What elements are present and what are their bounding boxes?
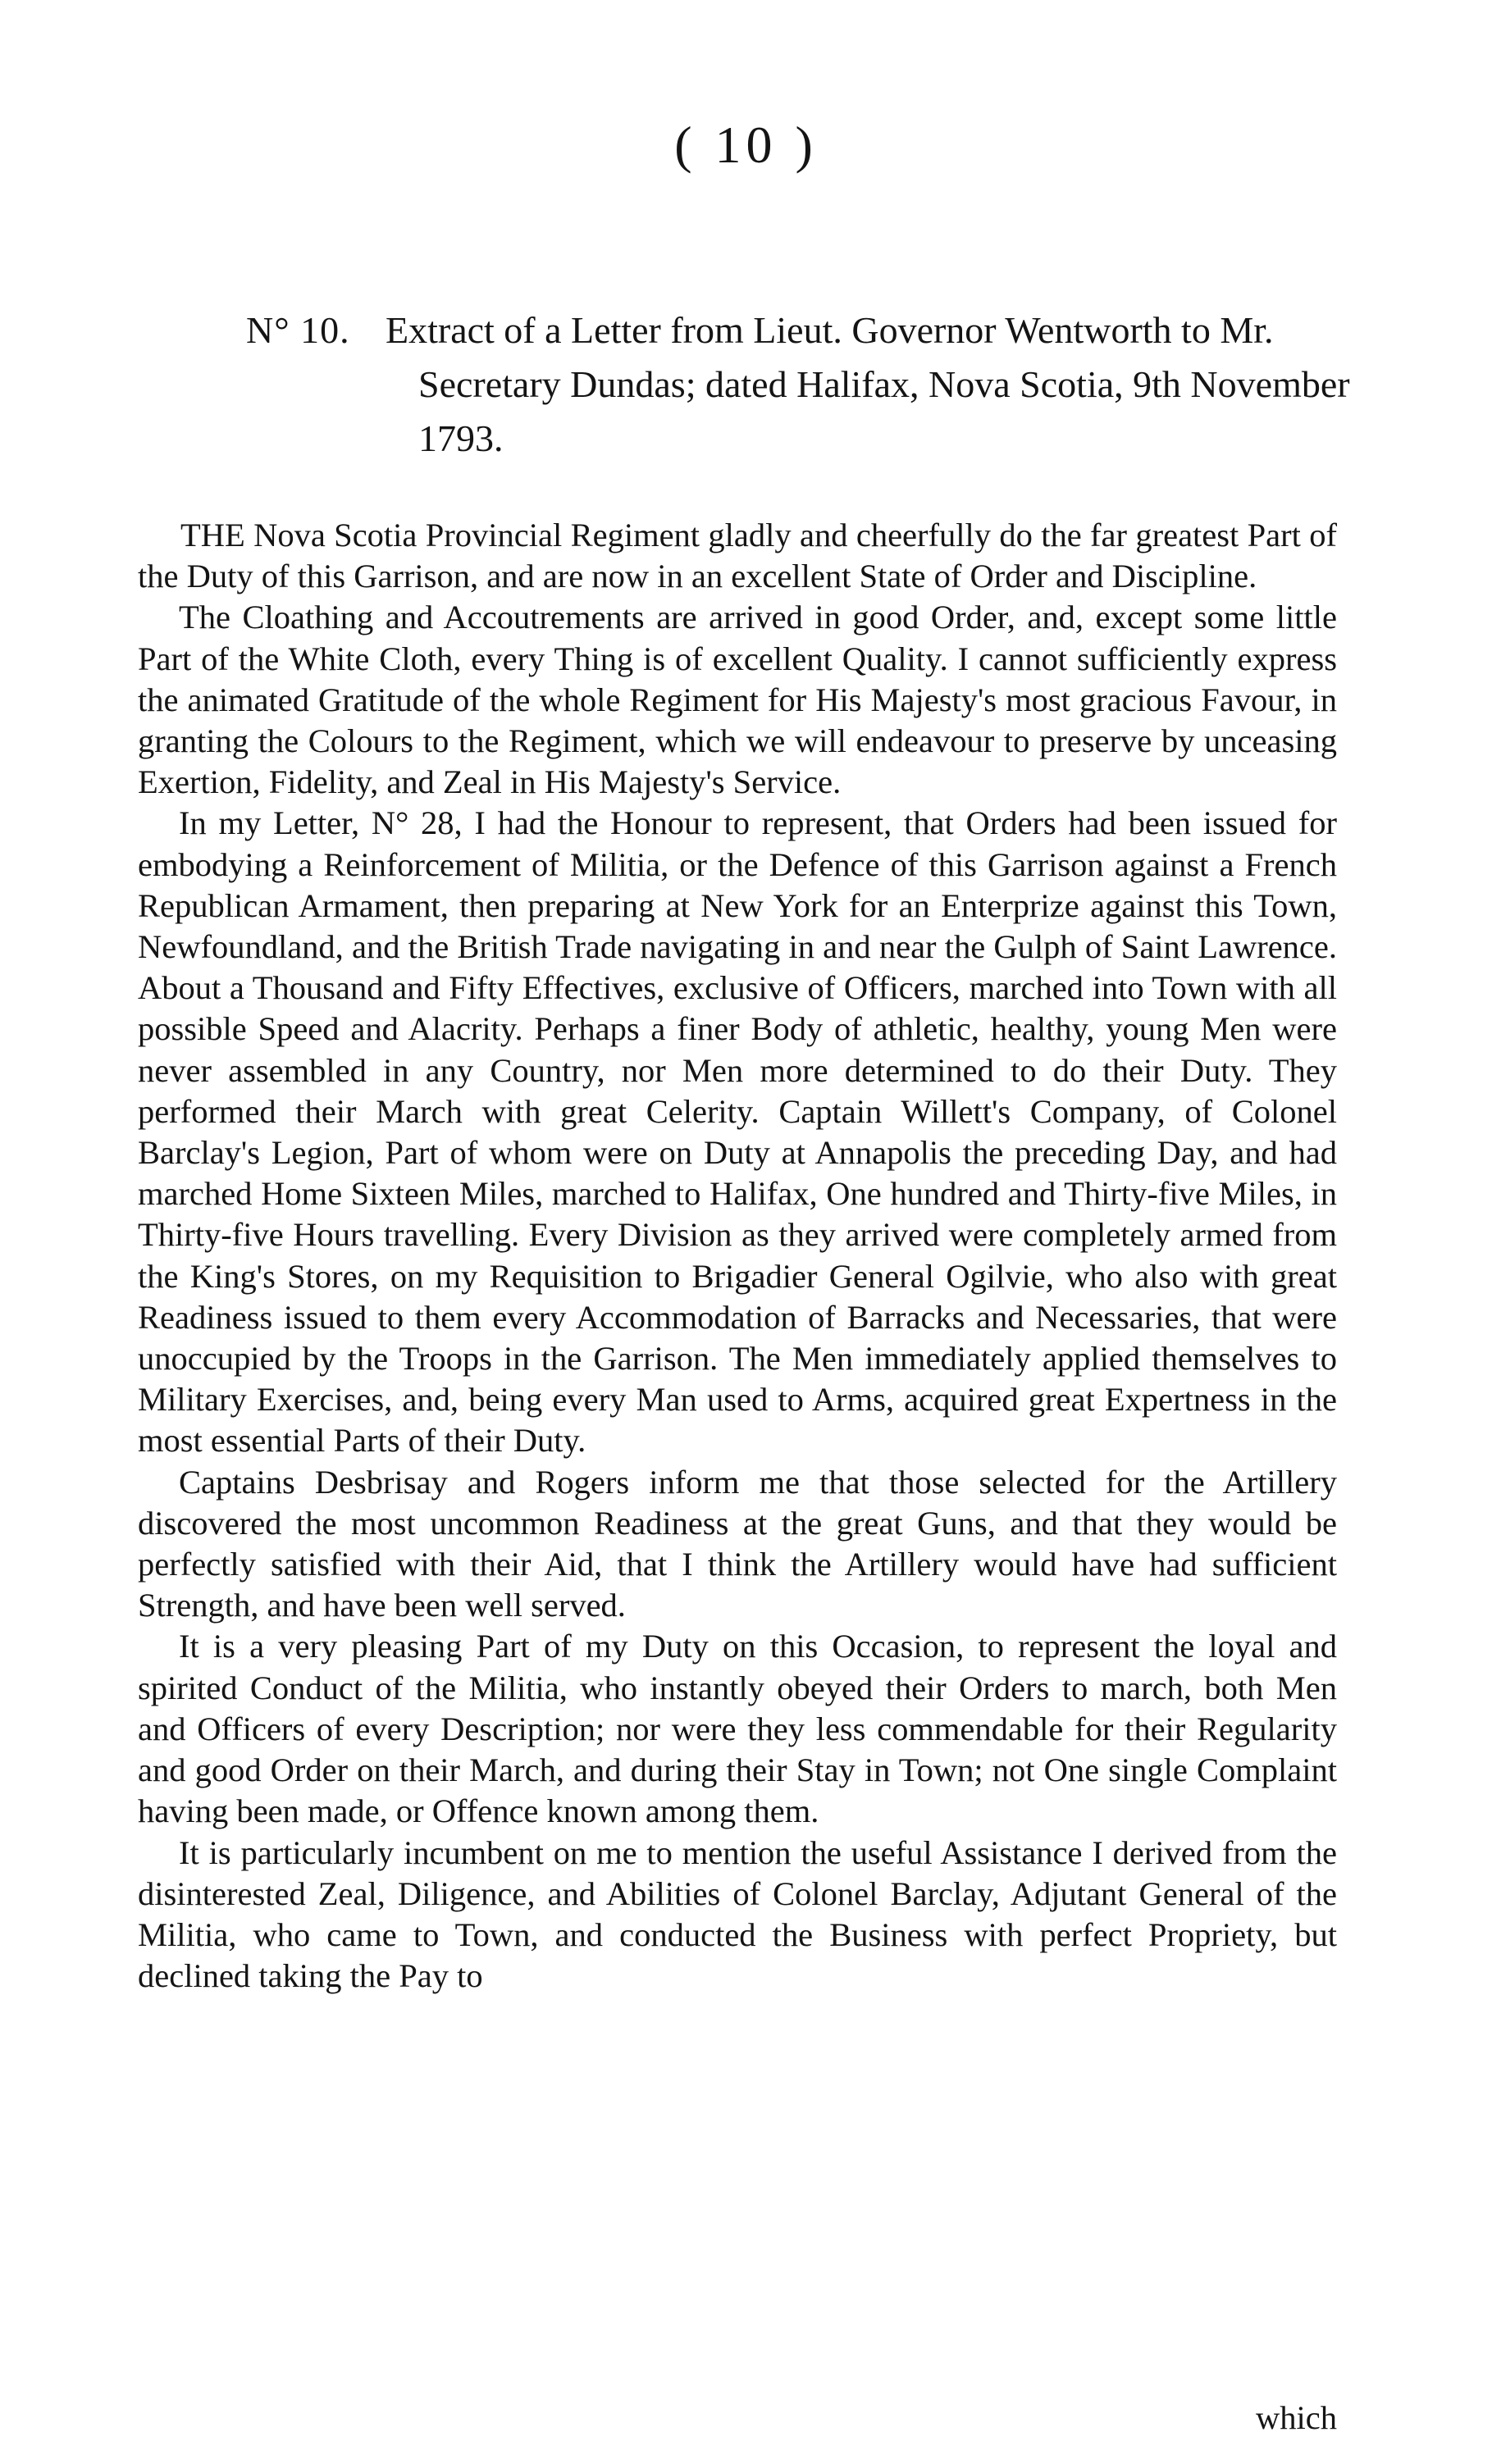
catchword: which	[1256, 2399, 1337, 2436]
letter-heading	[246, 303, 1353, 466]
paragraph-6: It is particularly incumbent on me to mention the useful Assistance I derived from the disinterested Zeal, Diligence, and Abilities of Colonel Barclay, Adjutant General of the Militia, who came to Town, and conducted the Business with perfect Propriety, but declined taking the Pay to	[138, 1833, 1337, 1995]
letter-body	[138, 515, 1337, 1997]
page-number: ( 10 )	[674, 116, 818, 174]
paragraph-3: In my Letter, N° 28, I had the Honour to represent, that Orders had been issued for embodying a Reinforcement of Militia, or the Defence of this Garrison against a French Republican Armament, then preparing at New York for an Enterprize against this Town, Newfoundland, and the British Trade navigating in and near the Gulph of Saint Lawrence. About a Thousand and Fifty Effectives, exclusive of Officers, marched into Town with all possible Speed and Alacrity. Perhaps a finer Body of athletic, healthy, young Men were never assembled in any Country, nor Men more determined to do their Duty. They performed their March with great Celerity. Captain Willett's Company, of Colonel Barclay's Legion, Part of whom were on Duty at Annapolis the preceding Day, and had marched Home Sixteen Miles, marched to Halifax, One hundred and Thirty-five Miles, in Thirty-five Hours travelling. Every Division as they arrived were completely armed from the King's Stores, on my Requisition to Brigadier General Ogilvie, who also with great Readiness issued to them every Accommodation of Barracks and Necessaries, that were unoccupied by the Troops in the Garrison. The Men immediately applied themselves to Military Exercises, and, being every Man used to Arms, acquired great Expertness in the most essential Parts of their Duty.	[138, 804, 1337, 1460]
heading-title: Extract of a Letter from Lieut. Governor Wentworth to Mr. Secretary Dundas; dated Halifax, Nova Scotia, 9th November 1793.	[386, 309, 1350, 459]
paragraph-4: Captains Desbrisay and Rogers inform me that those selected for the Artillery discovered the most uncommon Readiness at the great Guns, and that they would be perfectly satisfied with their Aid, that I think the Artillery would have had sufficient Strength, and have been well served.	[138, 1463, 1337, 1624]
paragraph-1: THE Nova Scotia Provincial Regiment gladly and cheerfully do the far greatest Part of the Duty of this Garrison, and are now in an excellent State of Order and Discipline.	[138, 517, 1337, 595]
heading-number: N° 10.	[246, 309, 350, 351]
paragraph-5: It is a very pleasing Part of my Duty on this Occasion, to represent the loyal and spirited Conduct of the Militia, who instantly obeyed their Orders to march, both Men and Officers of every Description; nor were they less commendable for their Regularity and good Order on their March, and during their Stay in Town; not One single Complaint having been made, or Offence known among them.	[138, 1628, 1337, 1830]
paragraph-2: The Cloathing and Accoutrements are arrived in good Order, and, except some little Part of the White Cloth, every Thing is of excellent Quality. I cannot sufficiently express the animated Gratitude of the whole Regiment for His Majesty's most gracious Favour, in granting the Colours to the Regiment, which we will endeavour to preserve by unceasing Exertion, Fidelity, and Zeal in His Majesty's Service.	[138, 599, 1337, 801]
